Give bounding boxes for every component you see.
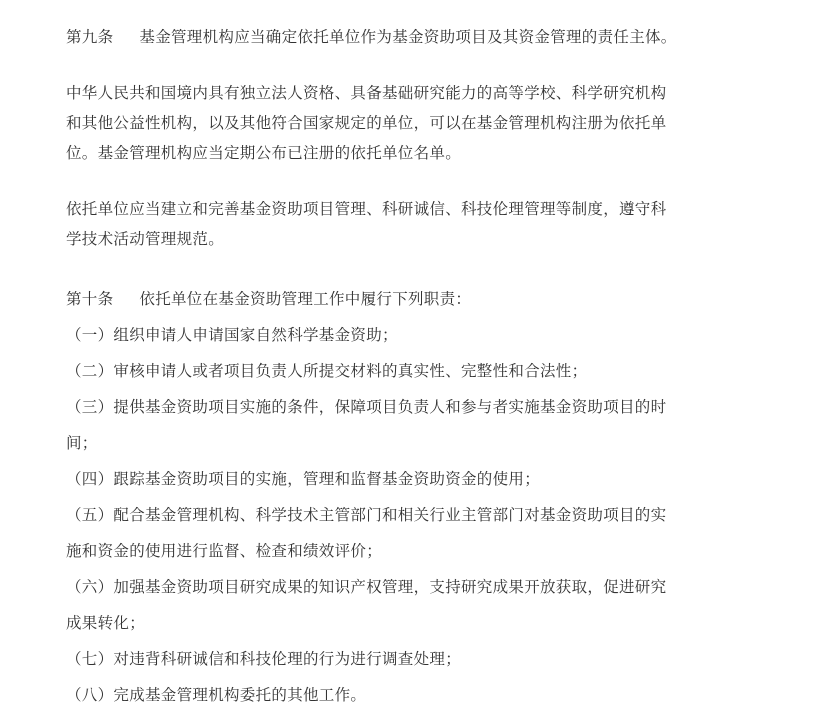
duty-item-continuation: 施和资金的使用进行监督、检查和绩效评价； [66, 542, 383, 560]
paragraph-line: 位。基金管理机构应当定期公布已注册的依托单位名单。 [66, 144, 462, 162]
duty-item: （五）配合基金管理机构、科学技术主管部门和相关行业主管部门对基金资助项目的实 [66, 506, 667, 524]
duty-item: （六）加强基金资助项目研究成果的知识产权管理，支持研究成果开放获取，促进研究 [66, 578, 667, 596]
duty-item: （七）对违背科研诚信和科技伦理的行为进行调查处理； [66, 650, 462, 668]
article-9-number: 第九条 [66, 28, 114, 46]
article-10-heading [66, 289, 471, 309]
paragraph-line: 依托单位应当建立和完善基金资助项目管理、科研诚信、科技伦理管理等制度，遵守科 [66, 200, 667, 218]
duty-item-continuation: 间； [66, 434, 98, 452]
duty-item: （二）审核申请人或者项目负责人所提交材料的真实性、完整性和合法性； [66, 362, 588, 380]
article-10-number: 第十条 [66, 290, 114, 308]
article-10-text: 依托单位在基金资助管理工作中履行下列职责： [139, 290, 472, 308]
duty-item-continuation: 成果转化； [66, 614, 146, 632]
duty-item: （八）完成基金管理机构委托的其他工作。 [66, 686, 367, 704]
duty-item: （四）跟踪基金资助项目的实施，管理和监督基金资助资金的使用； [66, 470, 541, 488]
duty-item: （三）提供基金资助项目实施的条件，保障项目负责人和参与者实施基金资助项目的时 [66, 398, 667, 416]
article-9-heading [66, 27, 677, 47]
paragraph-line: 和其他公益性机构，以及其他符合国家规定的单位，可以在基金管理机构注册为依托单 [66, 114, 667, 132]
article-9-text: 基金管理机构应当确定依托单位作为基金资助项目及其资金管理的责任主体。 [139, 28, 677, 46]
paragraph-line: 学技术活动管理规范。 [66, 230, 225, 248]
duty-item: （一）组织申请人申请国家自然科学基金资助； [66, 326, 398, 344]
paragraph-line: 中华人民共和国境内具有独立法人资格、具备基础研究能力的高等学校、科学研究机构 [66, 84, 667, 102]
